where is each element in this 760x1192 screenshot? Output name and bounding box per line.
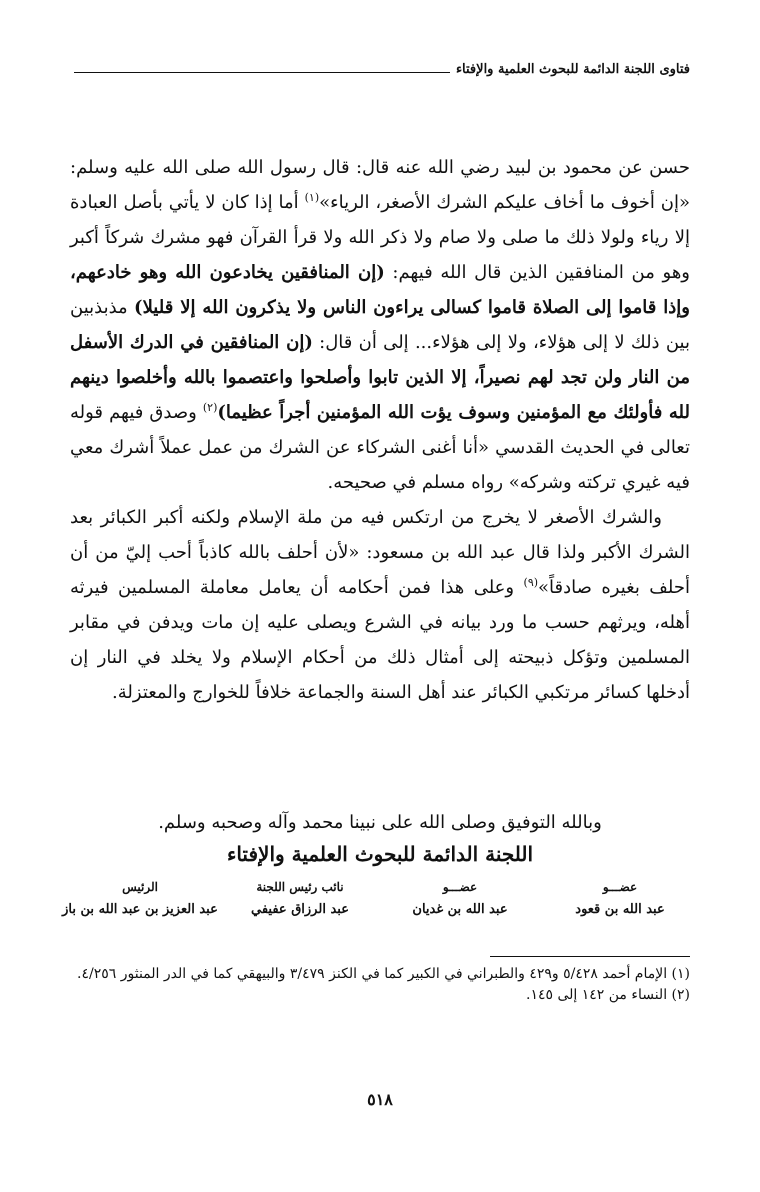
header-rule [74,72,450,73]
footnote-1: (١) الإمام أحمد ٥/٤٢٨ و٤٢٩ والطبراني في الكبير كما في الكنز ٣/٤٧٩ والبيهقي كما في الدر المنثور ٤/٢٥٦. [77,966,690,982]
paragraph-1 [70,150,690,500]
signature-block [60,880,700,917]
footnote-ref-3: (٩) [523,576,539,589]
committee-title: اللجنة الدائمة للبحوث العلمية والإفتاء [226,842,534,866]
member-role: عضـــو [442,880,478,894]
text-run: مذبذبين بين ذلك لا إلى هؤلاء، ولا إلى هؤلاء... إلى أن قال: [70,297,690,353]
quran-quote-1: (إن المنافقين يخادعون الله وهو خادعهم، وإذا قاموا إلى الصلاة قاموا كسالى يراءون الناس ولا يذكرون الله إلا قليلا) [70,262,690,318]
text-run: وعلى هذا فمن أحكامه أن يعامل معاملة المسلمين فيرثه أهله، ويرثهم حسب ما ورد بيانه في الشرع ويصلى عليه إن مات ويدفن في مقابر المسلمين وتؤكل ذبيحته إلى أمثال ذلك من أحكام الإسلام ولا يخلد في النار إن أدخلها كسائر مرتكبي الكبائر عند أهل السنة والجماعة خلافاً للخوارج والمعتزلة. [70,577,690,703]
text-run: حسن عن محمود بن لبيد رضي الله عنه قال: قال رسول الله صلى الله عليه وسلم: «إن أخوف ما أخاف عليكم الشرك الأصغر، الرياء» [70,157,690,213]
member-role: عضـــو [602,880,638,894]
signature-vice-chair [220,880,380,917]
text-run: وصدق فيهم قوله تعالى في الحديث القدسي «أنا أغنى الشركاء عن الشرك من عمل عملاً أشرك معي فيه غيري تركته وشركه» رواه مسلم في صحيحه. [70,402,690,493]
signature-member-1 [540,880,700,917]
footnote-2: (٢) النساء من ١٤٢ إلى ١٤٥. [526,987,690,1003]
text-run: والشرك الأصغر لا يخرج من ارتكس فيه من ملة الإسلام ولكنه أكبر الكبائر بعد الشرك الأكبر ولذا قال عبد الله بن مسعود: «لأن أحلف بالله كاذباً أحب إليّ من أن أحلف بغيره صادقاً» [70,507,690,598]
running-head [74,62,690,77]
closing-line: وبالله التوفيق وصلى الله على نبينا محمد وآله وصحبه وسلم. [158,812,602,833]
paragraph-2 [70,500,690,710]
member-role: نائب رئيس اللجنة [256,880,344,894]
fatwa-body [70,150,690,710]
quran-quote-2: (إن المنافقين في الدرك الأسفل من النار ولن تجد لهم نصيراً، إلا الذين تابوا وأصلحوا واعتصموا بالله وأخلصوا دينهم لله فأولئك مع المؤمنين وسوف يؤت الله المؤمنين أجراً عظيما) [70,332,690,423]
member-name: عبد الله بن غديان [412,902,508,917]
member-name: عبد الرزاق عفيفي [251,902,349,917]
footnote-ref-2: (٢) [202,401,218,414]
page-number: ٥١٨ [367,1090,393,1109]
member-name: عبد العزيز بن عبد الله بن باز [62,902,218,917]
signature-member-2 [380,880,540,917]
footnote-ref-1: (١) [304,191,320,204]
footnotes [70,964,690,1006]
footnote-rule [490,956,690,957]
member-name: عبد الله بن قعود [575,902,665,917]
running-title: فتاوى اللجنة الدائمة للبحوث العلمية والإفتاء [455,62,690,77]
text-run: أما إذا كان لا يأتي بأصل العبادة إلا رياء ولولا ذلك ما صلى ولا صام ولا ذكر الله ولا قرأ القرآن فهو مشرك شركاً أكبر وهو من المنافقين الذين قال الله فيهم: [70,192,690,283]
signature-chair [60,880,220,917]
member-role: الرئيس [122,880,158,894]
